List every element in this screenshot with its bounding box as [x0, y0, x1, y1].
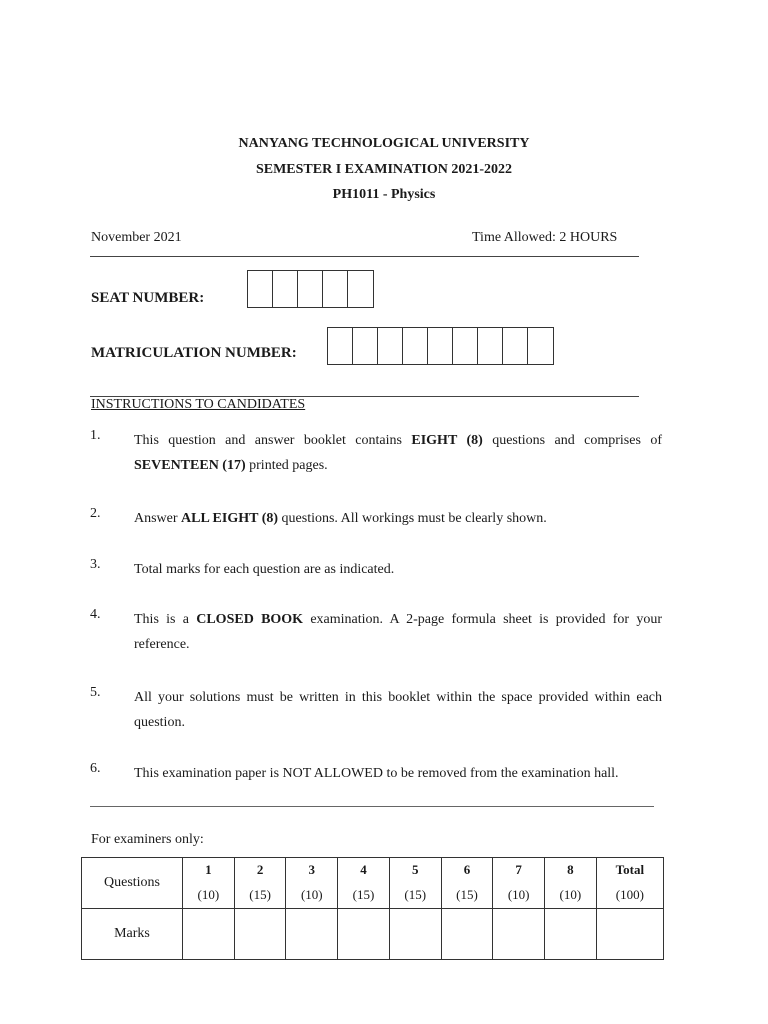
matriculation-number-box[interactable] [403, 328, 428, 364]
divider [90, 806, 654, 807]
instructions-title: INSTRUCTIONS TO CANDIDATES [91, 397, 306, 412]
mark-cell[interactable] [234, 909, 286, 960]
question-col [183, 858, 235, 909]
exam-title: SEMESTER I EXAMINATION 2021-2022 [255, 162, 513, 177]
total-max-marks: (100) [615, 887, 644, 902]
mark-cell[interactable] [183, 909, 235, 960]
matriculation-number-box[interactable] [378, 328, 403, 364]
matriculation-number-boxes[interactable] [327, 327, 554, 365]
text-run: Total marks for each question are as indicated. [134, 562, 395, 577]
mark-cell[interactable] [545, 909, 597, 960]
bold-text: SEVENTEEN (17) [134, 458, 246, 473]
marks-row [82, 909, 664, 960]
marks-header: Marks [82, 909, 183, 960]
exam-date: November 2021 [91, 230, 182, 245]
total-label: Total [615, 862, 645, 877]
matriculation-number-label: MATRICULATION NUMBER: [91, 345, 297, 361]
mark-cell[interactable] [493, 909, 545, 960]
text-run: printed pages. [245, 458, 328, 473]
time-allowed: Time Allowed: 2 HOURS [472, 230, 618, 245]
mark-cell[interactable] [286, 909, 338, 960]
question-col [441, 858, 493, 909]
instruction-number: 4. [90, 607, 101, 622]
seat-number-box[interactable] [298, 271, 323, 307]
text-run: This question and answer booklet contains [134, 433, 412, 448]
instruction-text [134, 506, 662, 531]
instruction-number: 1. [90, 428, 101, 443]
text-run: Answer [134, 511, 182, 526]
questions-header: Questions [82, 858, 183, 909]
total-mark-cell[interactable] [596, 909, 663, 960]
instruction-text [134, 607, 662, 657]
total-col [596, 858, 663, 909]
examiners-label: For examiners only: [91, 832, 204, 847]
question-max-marks: (15) [249, 887, 271, 902]
seat-number-boxes[interactable] [247, 270, 374, 308]
seat-number-box[interactable] [323, 271, 348, 307]
matriculation-number-box[interactable] [353, 328, 378, 364]
text-run: questions. All workings must be clearly shown. [278, 511, 547, 526]
instruction-number: 2. [90, 506, 101, 521]
course-title: PH1011 - Physics [332, 187, 436, 202]
bold-text: EIGHT (8) [411, 433, 483, 448]
bold-text: CLOSED BOOK [196, 612, 304, 627]
question-max-marks: (10) [300, 887, 323, 902]
matriculation-number-box[interactable] [503, 328, 528, 364]
text-run: All your solutions must be written in this booklet within the space provided within each question. [134, 690, 662, 730]
university-title: NANYANG TECHNOLOGICAL UNIVERSITY [238, 136, 530, 151]
question-max-marks: (15) [456, 887, 478, 902]
marks-table [81, 857, 664, 960]
question-col [493, 858, 545, 909]
text-run: This is a [134, 612, 197, 627]
instruction-text [134, 557, 662, 582]
text-run: examination. A 2-page formula sheet is provided for your reference. [134, 612, 662, 652]
instruction-number: 6. [90, 761, 101, 776]
question-max-marks: (10) [197, 887, 220, 902]
matriculation-number-box[interactable] [453, 328, 478, 364]
question-col [389, 858, 441, 909]
question-number: 1 [205, 862, 212, 877]
seat-number-box[interactable] [348, 271, 373, 307]
question-number: 6 [463, 862, 471, 877]
question-number: 3 [308, 862, 316, 877]
seat-number-box[interactable] [248, 271, 273, 307]
question-col [286, 858, 338, 909]
question-max-marks: (15) [404, 887, 427, 902]
text-run: This examination paper is NOT ALLOWED to be removed from the examination hall. [134, 766, 619, 781]
question-number: 2 [256, 862, 264, 877]
mark-cell[interactable] [338, 909, 390, 960]
question-max-marks: (15) [352, 887, 375, 902]
text-run: questions and comprises of [482, 433, 662, 448]
seat-number-box[interactable] [273, 271, 298, 307]
instruction-text [134, 761, 662, 786]
matriculation-number-box[interactable] [428, 328, 453, 364]
bold-text: ALL EIGHT (8) [181, 511, 279, 526]
divider [90, 256, 639, 257]
instruction-text [134, 685, 662, 735]
mark-cell[interactable] [389, 909, 441, 960]
question-number: 5 [411, 862, 419, 877]
question-col [234, 858, 286, 909]
matriculation-number-box[interactable] [528, 328, 553, 364]
question-number: 8 [567, 862, 574, 877]
seat-number-label: SEAT NUMBER: [91, 290, 205, 306]
questions-row [82, 858, 664, 909]
question-number: 4 [360, 862, 367, 877]
question-col [338, 858, 390, 909]
instruction-text [134, 428, 662, 478]
matriculation-number-box[interactable] [328, 328, 353, 364]
question-max-marks: (10) [507, 887, 530, 902]
instruction-number: 3. [90, 557, 101, 572]
question-number: 7 [515, 862, 522, 877]
instruction-number: 5. [90, 685, 101, 700]
matriculation-number-box[interactable] [478, 328, 503, 364]
question-max-marks: (10) [559, 887, 582, 902]
mark-cell[interactable] [441, 909, 493, 960]
question-col [545, 858, 597, 909]
